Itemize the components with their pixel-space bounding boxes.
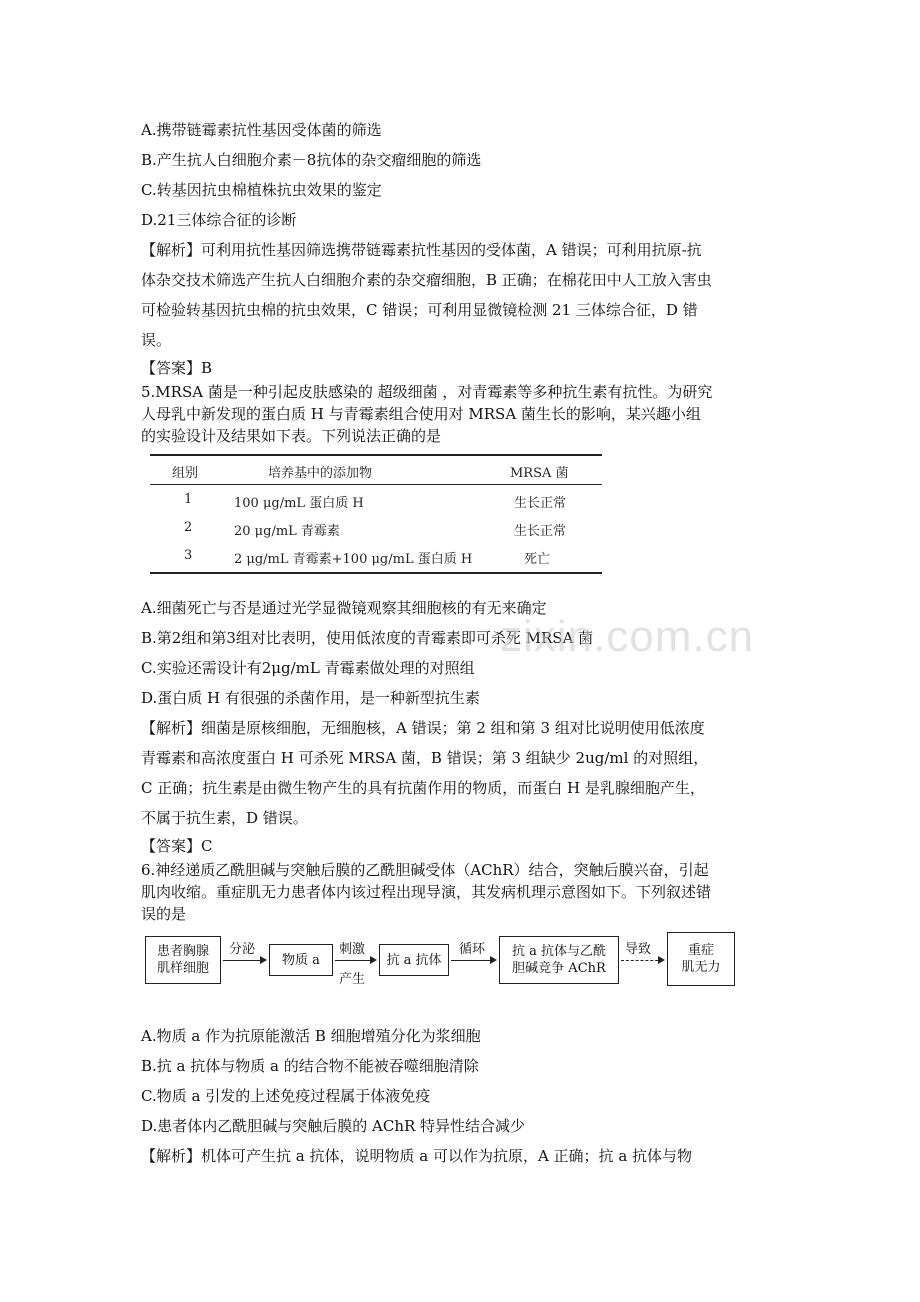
arrow-label-circulate: 循环 xyxy=(459,942,486,957)
text-line: 人母乳中新发现的蛋白质 H 与青霉素组合使用对 MRSA 菌生长的影响，某兴趣小组 xyxy=(141,405,701,423)
experiment-table xyxy=(150,450,602,580)
arrow-1 xyxy=(223,960,265,961)
arrow-3 xyxy=(451,960,495,961)
text-line: D.患者体内乙酰胆碱与突触后膜的 AChR 特异性结合减少 xyxy=(141,1117,526,1135)
text-line: 【答案】B xyxy=(141,359,213,377)
diagram-text: 患者胸腺 xyxy=(156,944,209,959)
diagram-text: 重症 xyxy=(687,943,714,958)
text-line: A.物质 a 作为抗原能激活 B 细胞增殖分化为浆细胞 xyxy=(141,1027,481,1045)
text-line: C 正确；抗生素是由微生物产生的具有抗菌作用的物质，而蛋白 H 是乳腺细胞产生， xyxy=(141,779,705,797)
text-line: 不属于抗生素，D 错误。 xyxy=(141,809,308,827)
text-line: C.物质 a 引发的上述免疫过程属于体液免疫 xyxy=(141,1087,431,1105)
text-line: 【解析】机体可产生抗 a 抗体，说明物质 a 可以作为抗原，A 正确；抗 a 抗体与物 xyxy=(141,1147,693,1165)
table-cell: 1 xyxy=(184,492,193,507)
table-cell: 生长正常 xyxy=(514,496,567,511)
table-cell: 2 μg/mL 青霉素+100 μg/mL 蛋白质 H xyxy=(234,552,473,567)
diagram-box-substance-a xyxy=(269,944,333,976)
arrow-label-stimulate: 刺激 xyxy=(339,942,366,957)
table-header-rule xyxy=(150,484,602,485)
text-line: B.产生抗人白细胞介素－8抗体的杂交瘤细胞的筛选 xyxy=(141,151,482,169)
text-line: 的实验设计及结果如下表。下列说法正确的是 xyxy=(141,427,442,445)
table-bottom-rule xyxy=(150,572,602,574)
text-line: 体杂交技术筛选产生抗人白细胞介素的杂交瘤细胞，B 正确；在棉花田中人工放入害虫 xyxy=(141,271,712,289)
watermark: zixin.com.cn xyxy=(500,612,755,661)
table-top-rule xyxy=(150,454,602,456)
table-cell: 死亡 xyxy=(524,552,551,567)
text-line: 误。 xyxy=(141,331,172,349)
diagram-box-thymus-cells xyxy=(145,936,221,984)
text-line: A.携带链霉素抗性基因受体菌的筛选 xyxy=(141,121,382,139)
text-line: 【答案】C xyxy=(141,837,213,855)
diagram-text: 肌无力 xyxy=(681,960,721,975)
arrow-label-cause: 导致 xyxy=(625,942,652,957)
diagram-text: 抗 a 抗体 xyxy=(386,952,442,968)
diagram-text: 物质 a xyxy=(282,952,320,968)
table-header-group: 组别 xyxy=(172,466,199,481)
table-cell: 20 μg/mL 青霉素 xyxy=(234,524,340,539)
arrow-2 xyxy=(335,960,375,961)
table-cell: 3 xyxy=(184,548,193,563)
table-cell: 生长正常 xyxy=(514,524,567,539)
text-line: A.细菌死亡与否是通过光学显微镜观察其细胞核的有无来确定 xyxy=(141,599,547,617)
diagram-text: 肌样细胞 xyxy=(156,961,209,976)
text-line: 肌肉收缩。重症肌无力患者体内该过程出现导演，其发病机理示意图如下。下列叙述错 xyxy=(141,883,712,901)
text-line: B.第2组和第3组对比表明，使用低浓度的青霉素即可杀死 MRSA 菌 xyxy=(141,629,594,647)
table-header-result: MRSA 菌 xyxy=(510,466,569,481)
text-line: 青霉素和高浓度蛋白 H 可杀死 MRSA 菌，B 错误；第 3 组缺少 2ug/ml 的对照组， xyxy=(141,749,709,767)
text-line: 5.MRSA 菌是一种引起皮肤感染的 超级细菌 ，对青霉素等多种抗生素有抗性。为研究 xyxy=(141,383,713,401)
table-cell: 2 xyxy=(184,520,193,535)
text-line: 【解析】可利用抗性基因筛选携带链霉素抗性基因的受体菌，A 错误；可利用抗原-抗 xyxy=(141,241,702,259)
diagram-text: 抗 a 抗体与乙酰 xyxy=(511,944,606,959)
text-line: D.蛋白质 H 有很强的杀菌作用，是一种新型抗生素 xyxy=(141,689,480,707)
arrow-4 xyxy=(621,960,663,961)
diagram-box-myasthenia xyxy=(667,932,735,986)
diagram-box-anti-a-antibody xyxy=(379,944,449,976)
text-line: 误的是 xyxy=(141,905,187,923)
diagram-box-competition xyxy=(499,936,619,984)
table-header-additive: 培养基中的添加物 xyxy=(268,466,373,481)
pathogenesis-diagram xyxy=(141,928,751,1008)
text-line: 6.神经递质乙酰胆碱与突触后膜的乙酰胆碱受体（AChR）结合，突触后膜兴奋，引起 xyxy=(141,861,709,879)
text-line: 可检验转基因抗虫棉的抗虫效果，C 错误；可利用显微镜检测 21 三体综合征，D 错 xyxy=(141,301,698,319)
table-cell: 100 μg/mL 蛋白质 H xyxy=(234,496,364,511)
text-line: 【解析】细菌是原核细胞，无细胞核，A 错误；第 2 组和第 3 组对比说明使用低浓度 xyxy=(141,719,705,737)
text-line: D.21三体综合征的诊断 xyxy=(141,211,297,229)
arrow-label-secrete: 分泌 xyxy=(229,942,256,957)
text-line: B.抗 a 抗体与物质 a 的结合物不能被吞噬细胞清除 xyxy=(141,1057,479,1075)
diagram-text: 胆碱竞争 AChR xyxy=(512,961,606,976)
text-line: C.转基因抗虫棉植株抗虫效果的鉴定 xyxy=(141,181,382,199)
arrow-label-produce: 产生 xyxy=(339,972,366,987)
text-line: C.实验还需设计有2μg/mL 青霉素做处理的对照组 xyxy=(141,659,475,677)
